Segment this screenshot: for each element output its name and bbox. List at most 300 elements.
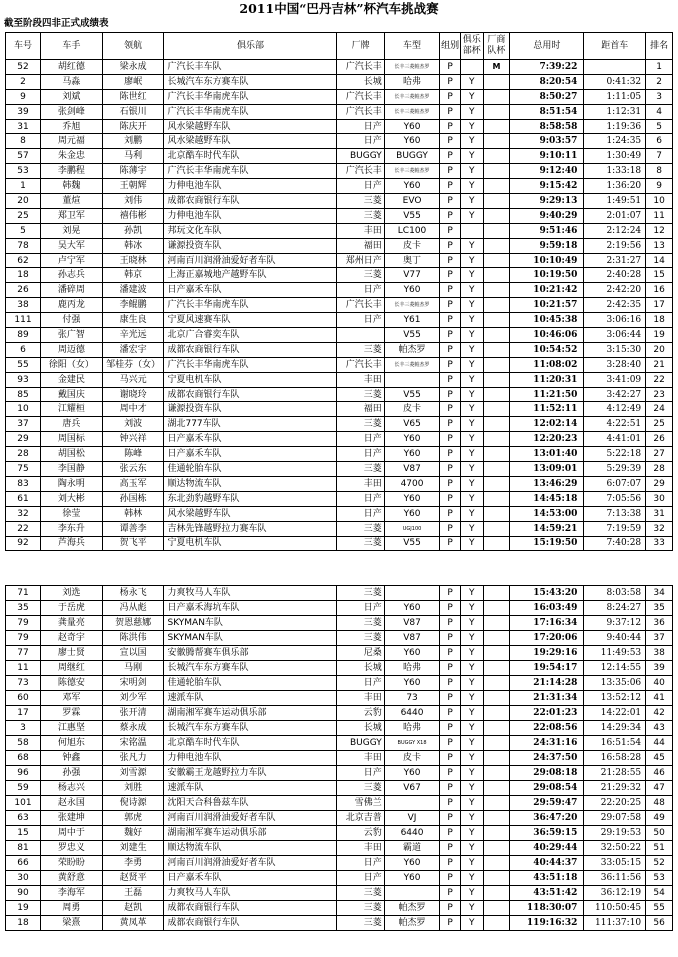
cell-club: 佳通轮胎车队	[164, 676, 337, 691]
cell-model: V55	[384, 387, 440, 402]
cell-make: 日产	[337, 432, 384, 447]
cell-rank: 50	[646, 826, 673, 841]
cell-make: 日产	[337, 134, 384, 149]
cell-model: Y60	[384, 856, 440, 871]
cell-group: P	[440, 476, 461, 491]
cell-maker-cup	[483, 661, 510, 676]
table-row	[6, 372, 673, 387]
cell-gap: 2:31:27	[584, 253, 646, 268]
cell-club-cup: Y	[460, 432, 483, 447]
cell-club: 成都农商银行车队	[164, 387, 337, 402]
cell-club-cup: Y	[460, 342, 483, 357]
cell-make: 日产	[337, 871, 384, 886]
cell-model: Y60	[384, 601, 440, 616]
cell-car-number: 8	[6, 134, 41, 149]
cell-club: 成都农商银行车队	[164, 916, 337, 931]
cell-club: 力爽牧马人车队	[164, 586, 337, 601]
cell-model: V77	[384, 268, 440, 283]
cell-maker-cup	[483, 841, 510, 856]
cell-gap: 1:30:49	[584, 149, 646, 164]
cell-car-number: 26	[6, 283, 41, 298]
cell-navigator: 刘雪源	[102, 766, 164, 781]
cell-total-time: 10:21:42	[510, 283, 584, 298]
cell-gap: 32:50:22	[584, 841, 646, 856]
cell-club-cup: Y	[460, 796, 483, 811]
cell-rank: 44	[646, 736, 673, 751]
cell-group: P	[440, 781, 461, 796]
cell-group: P	[440, 119, 461, 134]
cell-maker-cup	[483, 164, 510, 179]
cell-model: 霸道	[384, 841, 440, 856]
cell-group: P	[440, 283, 461, 298]
cell-group: P	[440, 447, 461, 462]
cell-club-cup: Y	[460, 283, 483, 298]
cell-model: Y60	[384, 134, 440, 149]
cell-gap: 14:29:34	[584, 721, 646, 736]
cell-make: 北京吉普	[337, 811, 384, 826]
cell-club: 日产嘉禾车队	[164, 447, 337, 462]
cell-model: 6440	[384, 706, 440, 721]
cell-driver: 杨志兴	[40, 781, 102, 796]
cell-rank: 28	[646, 462, 673, 477]
cell-model	[384, 796, 440, 811]
cell-group: P	[440, 402, 461, 417]
cell-gap: 3:06:44	[584, 328, 646, 343]
cell-maker-cup	[483, 706, 510, 721]
table-row	[6, 781, 673, 796]
cell-maker-cup	[483, 901, 510, 916]
cell-total-time: 10:45:38	[510, 313, 584, 328]
cell-club: 力伸电池车队	[164, 751, 337, 766]
cell-club-cup: Y	[460, 134, 483, 149]
cell-club-cup: Y	[460, 194, 483, 209]
cell-model: Y60	[384, 283, 440, 298]
cell-model: 哈弗	[384, 661, 440, 676]
table-row	[6, 134, 673, 149]
results-table-continued	[5, 585, 673, 931]
cell-group: P	[440, 721, 461, 736]
cell-driver: 江惠坚	[40, 721, 102, 736]
cell-maker-cup	[483, 447, 510, 462]
table-row	[6, 194, 673, 209]
cell-model: VJ	[384, 811, 440, 826]
cell-car-number: 15	[6, 826, 41, 841]
cell-make: 三菱	[337, 916, 384, 931]
cell-gap: 1:12:31	[584, 104, 646, 119]
cell-group: P	[440, 841, 461, 856]
cell-gap: 1:49:51	[584, 194, 646, 209]
cell-maker-cup	[483, 506, 510, 521]
cell-rank: 14	[646, 253, 673, 268]
cell-total-time: 11:20:31	[510, 372, 584, 387]
table-row	[6, 796, 673, 811]
cell-model: V87	[384, 616, 440, 631]
cell-make: 三菱	[337, 901, 384, 916]
cell-driver: 罗霖	[40, 706, 102, 721]
cell-group: P	[440, 521, 461, 536]
cell-club-cup: Y	[460, 691, 483, 706]
header-row	[6, 33, 673, 60]
cell-club: 日产嘉禾海坑车队	[164, 601, 337, 616]
table-row	[6, 916, 673, 931]
table-row	[6, 208, 673, 223]
table-row	[6, 676, 673, 691]
cell-model: BUGGY X18	[384, 736, 440, 751]
cell-club: 安徽霸王龙越野拉力车队	[164, 766, 337, 781]
cell-rank: 8	[646, 164, 673, 179]
cell-car-number: 62	[6, 253, 41, 268]
cell-total-time: 24:31:16	[510, 736, 584, 751]
cell-group: P	[440, 342, 461, 357]
cell-make: 广汽长丰	[337, 298, 384, 313]
cell-gap: 9:37:12	[584, 616, 646, 631]
cell-navigator: 贺飞平	[102, 536, 164, 551]
cell-model: V87	[384, 462, 440, 477]
cell-maker-cup	[483, 676, 510, 691]
cell-group: P	[440, 691, 461, 706]
cell-gap	[584, 60, 646, 75]
cell-model: LC100	[384, 223, 440, 238]
cell-driver: 赵永国	[40, 796, 102, 811]
cell-make: 尼桑	[337, 646, 384, 661]
cell-club: SKYMAN车队	[164, 616, 337, 631]
cell-total-time: 9:15:42	[510, 179, 584, 194]
cell-maker-cup	[483, 691, 510, 706]
cell-navigator: 冯从彪	[102, 601, 164, 616]
cell-group: P	[440, 104, 461, 119]
cell-club: 邦玩文化车队	[164, 223, 337, 238]
cell-car-number: 6	[6, 342, 41, 357]
cell-make: 三菱	[337, 586, 384, 601]
cell-model: 皮卡	[384, 402, 440, 417]
cell-club-cup: Y	[460, 104, 483, 119]
cell-rank: 9	[646, 179, 673, 194]
cell-driver: 张剑峰	[40, 104, 102, 119]
cell-club: 广汽长丰车队	[164, 60, 337, 75]
cell-make: 三菱	[337, 208, 384, 223]
cell-club-cup: Y	[460, 387, 483, 402]
cell-make: 三菱	[337, 462, 384, 477]
cell-group: P	[440, 253, 461, 268]
cell-model: V55	[384, 536, 440, 551]
cell-total-time: 19:29:16	[510, 646, 584, 661]
cell-club: 速派车队	[164, 781, 337, 796]
cell-group: P	[440, 238, 461, 253]
table-row	[6, 506, 673, 521]
cell-model: 帕杰罗	[384, 916, 440, 931]
cell-navigator: 张开清	[102, 706, 164, 721]
cell-rank: 12	[646, 223, 673, 238]
cell-navigator: 韩京	[102, 268, 164, 283]
cell-total-time: 13:46:29	[510, 476, 584, 491]
cell-navigator: 赵贤平	[102, 871, 164, 886]
table-row	[6, 432, 673, 447]
cell-group: P	[440, 886, 461, 901]
cell-car-number: 89	[6, 328, 41, 343]
cell-car-number: 31	[6, 119, 41, 134]
cell-model	[384, 372, 440, 387]
cell-maker-cup	[483, 298, 510, 313]
cell-maker-cup	[483, 283, 510, 298]
table-row	[6, 476, 673, 491]
cell-make: 郑州日产	[337, 253, 384, 268]
cell-maker-cup	[483, 616, 510, 631]
cell-maker-cup: M	[483, 60, 510, 75]
cell-navigator: 宋明剑	[102, 676, 164, 691]
cell-model: 哈弗	[384, 74, 440, 89]
cell-make: 云豹	[337, 826, 384, 841]
cell-club-cup: Y	[460, 357, 483, 372]
cell-make: 三菱	[337, 387, 384, 402]
cell-club: 顺达物流车队	[164, 841, 337, 856]
cell-club: 力伸电池车队	[164, 208, 337, 223]
cell-gap: 1:24:35	[584, 134, 646, 149]
cell-model: Y60	[384, 447, 440, 462]
cell-make: 日产	[337, 766, 384, 781]
cell-model: V55	[384, 208, 440, 223]
cell-group: P	[440, 826, 461, 841]
cell-model: 长丰三菱帕杰罗	[384, 104, 440, 119]
cell-rank: 11	[646, 208, 673, 223]
cell-club-cup: Y	[460, 372, 483, 387]
cell-navigator: 刘少军	[102, 691, 164, 706]
cell-model: EVO	[384, 194, 440, 209]
cell-club: 成都农商银行车队	[164, 194, 337, 209]
cell-club: 日产嘉禾车队	[164, 432, 337, 447]
cell-navigator: 马刚	[102, 661, 164, 676]
cell-make: 日产	[337, 447, 384, 462]
cell-navigator: 王晓林	[102, 253, 164, 268]
cell-rank: 26	[646, 432, 673, 447]
cell-club: 广汽长丰华南虎车队	[164, 104, 337, 119]
cell-make: 日产	[337, 313, 384, 328]
cell-model	[384, 586, 440, 601]
cell-car-number: 61	[6, 491, 41, 506]
cell-gap: 2:19:56	[584, 238, 646, 253]
cell-make: 长城	[337, 721, 384, 736]
cell-maker-cup	[483, 194, 510, 209]
table-row	[6, 313, 673, 328]
table-row	[6, 886, 673, 901]
cell-make: 广汽长丰	[337, 357, 384, 372]
cell-maker-cup	[483, 432, 510, 447]
cell-car-number: 11	[6, 661, 41, 676]
cell-gap: 29:07:58	[584, 811, 646, 826]
cell-car-number: 85	[6, 387, 41, 402]
cell-model: 帕杰罗	[384, 901, 440, 916]
cell-total-time: 8:20:54	[510, 74, 584, 89]
table-row	[6, 253, 673, 268]
cell-driver: 周元福	[40, 134, 102, 149]
cell-group: P	[440, 736, 461, 751]
cell-navigator: 马兴元	[102, 372, 164, 387]
cell-gap: 2:40:28	[584, 268, 646, 283]
cell-total-time: 19:54:17	[510, 661, 584, 676]
cell-driver: 荣盼盼	[40, 856, 102, 871]
cell-maker-cup	[483, 74, 510, 89]
table-row	[6, 223, 673, 238]
cell-club-cup: Y	[460, 616, 483, 631]
cell-group: P	[440, 811, 461, 826]
cell-make: BUGGY	[337, 149, 384, 164]
table-row	[6, 402, 673, 417]
cell-group: P	[440, 74, 461, 89]
cell-car-number: 18	[6, 916, 41, 931]
cell-rank: 15	[646, 268, 673, 283]
cell-group: P	[440, 60, 461, 75]
cell-navigator: 陈世红	[102, 89, 164, 104]
cell-club-cup	[460, 60, 483, 75]
cell-club-cup: Y	[460, 631, 483, 646]
cell-club: 沈阳天合科鲁兹车队	[164, 796, 337, 811]
cell-total-time: 11:21:50	[510, 387, 584, 402]
table-row	[6, 616, 673, 631]
cell-total-time: 7:39:22	[510, 60, 584, 75]
cell-navigator: 潘宏宇	[102, 342, 164, 357]
cell-navigator: 康生良	[102, 313, 164, 328]
table-row	[6, 491, 673, 506]
cell-rank: 10	[646, 194, 673, 209]
cell-make: 三菱	[337, 417, 384, 432]
cell-gap: 12:14:55	[584, 661, 646, 676]
cell-car-number: 3	[6, 721, 41, 736]
cell-total-time: 8:58:58	[510, 119, 584, 134]
cell-total-time: 15:19:50	[510, 536, 584, 551]
cell-club-cup: Y	[460, 238, 483, 253]
cell-rank: 34	[646, 586, 673, 601]
cell-rank: 43	[646, 721, 673, 736]
cell-total-time: 16:03:49	[510, 601, 584, 616]
cell-maker-cup	[483, 631, 510, 646]
table-row	[6, 89, 673, 104]
cell-club: 日产嘉禾车队	[164, 283, 337, 298]
cell-maker-cup	[483, 856, 510, 871]
cell-make: 福田	[337, 238, 384, 253]
cell-make: 日产	[337, 676, 384, 691]
cell-navigator: 黄凤革	[102, 916, 164, 931]
cell-maker-cup	[483, 208, 510, 223]
cell-car-number: 63	[6, 811, 41, 826]
cell-club-cup: Y	[460, 149, 483, 164]
cell-maker-cup	[483, 223, 510, 238]
cell-group: P	[440, 372, 461, 387]
cell-car-number: 92	[6, 536, 41, 551]
cell-car-number: 39	[6, 104, 41, 119]
cell-driver: 罗忠义	[40, 841, 102, 856]
cell-car-number: 29	[6, 432, 41, 447]
cell-navigator: 谢晓玲	[102, 387, 164, 402]
cell-driver: 戴国庆	[40, 387, 102, 402]
table-row	[6, 328, 673, 343]
cell-maker-cup	[483, 766, 510, 781]
cell-car-number: 20	[6, 194, 41, 209]
cell-gap: 7:05:56	[584, 491, 646, 506]
cell-total-time: 36:59:15	[510, 826, 584, 841]
cell-group: P	[440, 387, 461, 402]
cell-group: P	[440, 901, 461, 916]
cell-rank: 41	[646, 691, 673, 706]
cell-club-cup: Y	[460, 841, 483, 856]
cell-model: V55	[384, 328, 440, 343]
cell-driver: 黄舒意	[40, 871, 102, 886]
cell-navigator: 王朝辉	[102, 179, 164, 194]
cell-make: 三菱	[337, 616, 384, 631]
cell-total-time: 10:54:52	[510, 342, 584, 357]
cell-make: 丰田	[337, 841, 384, 856]
cell-driver: 徐阳（女）	[40, 357, 102, 372]
cell-driver: 刘晃	[40, 223, 102, 238]
cell-total-time: 9:59:18	[510, 238, 584, 253]
cell-rank: 42	[646, 706, 673, 721]
cell-gap: 33:05:15	[584, 856, 646, 871]
table-row	[6, 721, 673, 736]
cell-navigator: 钟兴祥	[102, 432, 164, 447]
cell-model: Y61	[384, 313, 440, 328]
cell-navigator: 陈庆开	[102, 119, 164, 134]
cell-club: 广汽长丰华南虎车队	[164, 164, 337, 179]
cell-club-cup: Y	[460, 208, 483, 223]
cell-maker-cup	[483, 149, 510, 164]
cell-driver: 张建坤	[40, 811, 102, 826]
cell-car-number: 58	[6, 736, 41, 751]
cell-make: 日产	[337, 119, 384, 134]
cell-club: SKYMAN车队	[164, 631, 337, 646]
table-row	[6, 536, 673, 551]
cell-club-cup: Y	[460, 706, 483, 721]
cell-navigator: 刘伟	[102, 194, 164, 209]
cell-club-cup: Y	[460, 491, 483, 506]
cell-maker-cup	[483, 781, 510, 796]
cell-navigator: 贺恩慈娜	[102, 616, 164, 631]
cell-rank: 2	[646, 74, 673, 89]
cell-driver: 李鹏程	[40, 164, 102, 179]
col-header-navigator: 领航	[102, 33, 164, 60]
cell-driver: 唐兵	[40, 417, 102, 432]
cell-maker-cup	[483, 372, 510, 387]
cell-model: Y60	[384, 179, 440, 194]
cell-model: BUGGY	[384, 149, 440, 164]
cell-total-time: 29:59:47	[510, 796, 584, 811]
cell-rank: 24	[646, 402, 673, 417]
cell-maker-cup	[483, 536, 510, 551]
cell-model: 皮卡	[384, 751, 440, 766]
cell-model: 奥丁	[384, 253, 440, 268]
cell-club-cup: Y	[460, 781, 483, 796]
cell-maker-cup	[483, 521, 510, 536]
cell-navigator: 陈薄宇	[102, 164, 164, 179]
cell-club: 风水梁越野车队	[164, 119, 337, 134]
cell-gap: 14:22:01	[584, 706, 646, 721]
table-row	[6, 342, 673, 357]
cell-driver: 刘大彬	[40, 491, 102, 506]
cell-club: 上海正嘉城地产越野车队	[164, 268, 337, 283]
cell-model: 长丰三菱帕杰罗	[384, 60, 440, 75]
cell-make: 三菱	[337, 631, 384, 646]
cell-total-time: 21:14:28	[510, 676, 584, 691]
cell-car-number: 59	[6, 781, 41, 796]
table-row	[6, 521, 673, 536]
cell-model: UGJ100	[384, 521, 440, 536]
cell-group: P	[440, 586, 461, 601]
cell-car-number: 19	[6, 901, 41, 916]
cell-rank: 56	[646, 916, 673, 931]
cell-driver: 芦海兵	[40, 536, 102, 551]
cell-gap: 9:40:44	[584, 631, 646, 646]
cell-club-cup	[460, 223, 483, 238]
cell-rank: 13	[646, 238, 673, 253]
cell-total-time: 9:51:46	[510, 223, 584, 238]
cell-model: 哈弗	[384, 721, 440, 736]
